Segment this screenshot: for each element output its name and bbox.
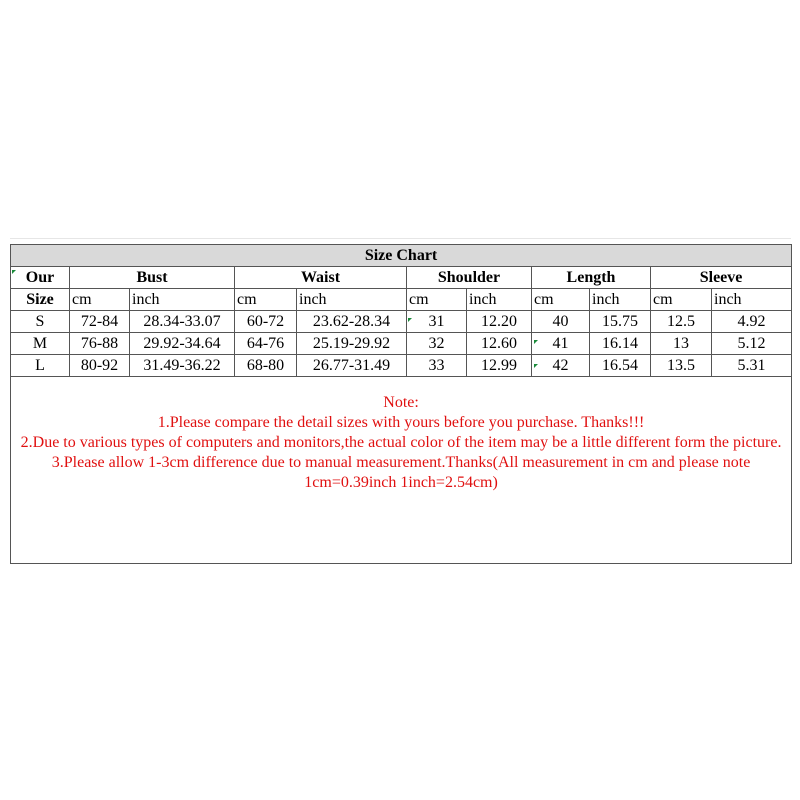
table-cell: 12.99 [467,355,532,377]
table-cell: 68-80 [235,355,297,377]
size-chart-table [10,244,792,564]
table-cell: 5.12 [712,333,792,355]
table-cell: 12.5 [651,311,712,333]
table-row [11,333,792,355]
size-label: M [11,333,70,355]
title-row [11,245,792,267]
table-cell: 13 [651,333,712,355]
group-header-sleeve: Sleeve [651,267,792,289]
table-cell: 16.14 [590,333,651,355]
table-cell: 16.54 [590,355,651,377]
note-line: 1.Please compare the detail sizes with yours before you purchase. Thanks!!! [157,414,645,431]
chart-title: Size Chart [11,245,792,267]
group-header-shoulder: Shoulder [407,267,532,289]
size-label: S [11,311,70,333]
table-cell: 15.75 [590,311,651,333]
group-header-row [11,267,792,289]
table-cell: 31.49-36.22 [130,355,235,377]
table-cell: 60-72 [235,311,297,333]
unit-header: inch [130,289,235,311]
table-row [11,311,792,333]
table-cell: 72-84 [70,311,130,333]
cell-marker-icon [534,340,538,344]
size-header-top: Our [11,267,70,289]
unit-header: inch [297,289,407,311]
size-header-bottom: Size [11,289,70,311]
table-cell: 25.19-29.92 [297,333,407,355]
table-cell: 4.92 [712,311,792,333]
unit-header: cm [407,289,467,311]
table-cell: 13.5 [651,355,712,377]
notes-row [11,377,792,564]
table-cell: 42 [532,355,590,377]
unit-header: inch [590,289,651,311]
table-cell: 41 [532,333,590,355]
group-header-bust: Bust [70,267,235,289]
cell-marker-icon [408,318,412,322]
table-cell: 40 [532,311,590,333]
table-cell: 28.34-33.07 [130,311,235,333]
unit-header: cm [235,289,297,311]
table-cell: 26.77-31.49 [297,355,407,377]
unit-header: cm [532,289,590,311]
table-cell: 32 [407,333,467,355]
group-header-waist: Waist [235,267,407,289]
table-cell: 5.31 [712,355,792,377]
size-label: L [11,355,70,377]
table-cell: 64-76 [235,333,297,355]
unit-header-row [11,289,792,311]
table-cell: 29.92-34.64 [130,333,235,355]
unit-header: cm [70,289,130,311]
unit-header: cm [651,289,712,311]
notes-block [11,377,792,564]
table-cell: 80-92 [70,355,130,377]
cell-marker-icon [534,364,538,368]
table-cell: 31 [407,311,467,333]
table-cell: 33 [407,355,467,377]
unit-header: inch [467,289,532,311]
note-line: 3.Please allow 1-3cm difference due to manual measurement.Thanks(All measurement in cm and please note 1cm=0.39inch 1inch=2.54cm) [51,454,751,491]
table-row [11,355,792,377]
note-heading: Note: [383,394,419,411]
table-cell: 12.60 [467,333,532,355]
cell-marker-icon [12,270,16,274]
unit-header: inch [712,289,792,311]
table-cell: 12.20 [467,311,532,333]
group-header-length: Length [532,267,651,289]
table-cell: 23.62-28.34 [297,311,407,333]
table-cell: 76-88 [70,333,130,355]
note-line: 2.Due to various types of computers and monitors,the actual color of the item may be a little different form the picture. [20,434,782,451]
